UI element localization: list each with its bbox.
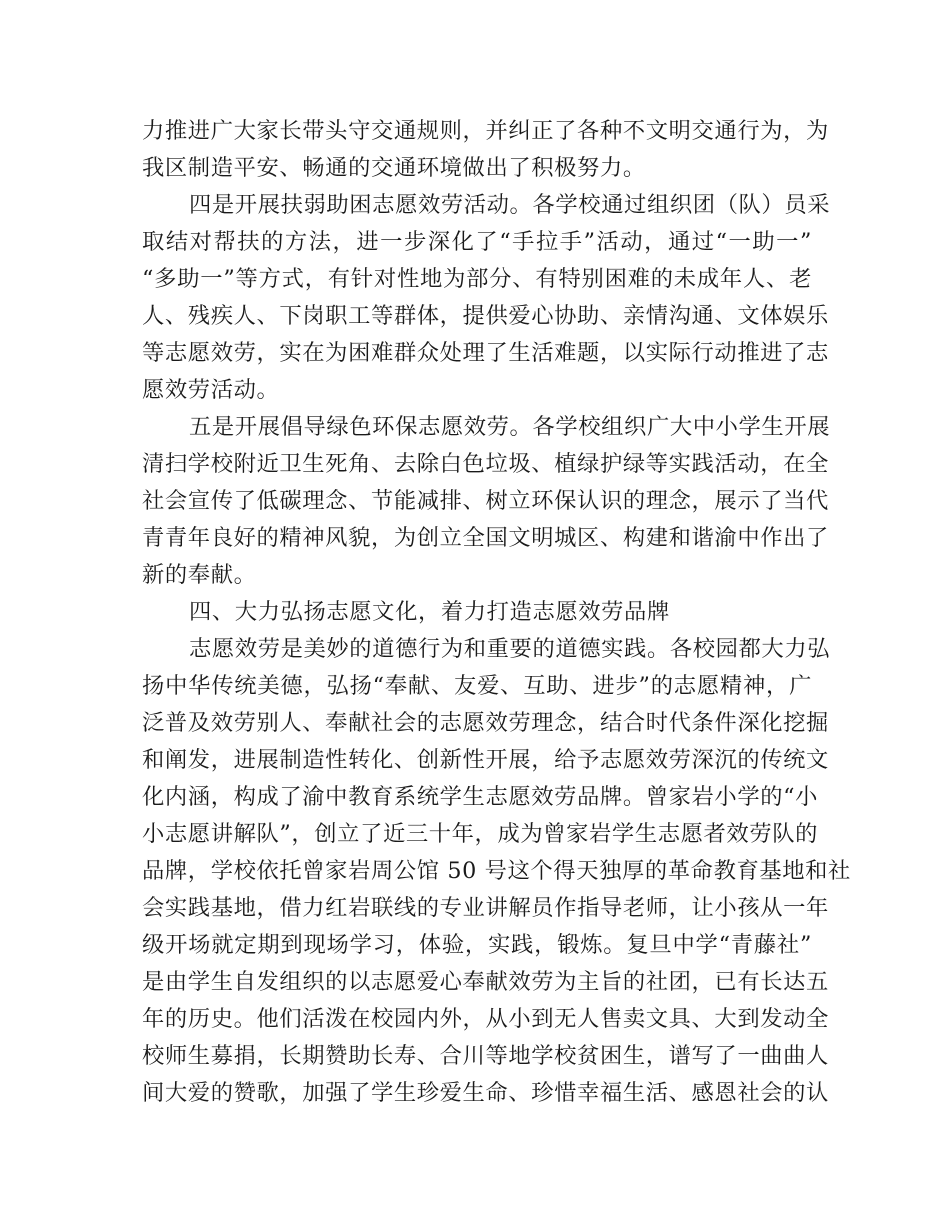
text-line: 小志愿讲解队”，创立了近三十年，成为曾家岩学生志愿者效劳队的 (142, 821, 819, 847)
text-line: 和阐发，进展制造性转化、创新性开展，给予志愿效劳深沉的传统文 (142, 747, 829, 773)
text-line: “多助一”等方式，有针对性地为部分、有特别困难的未成年人、老 (142, 266, 812, 292)
text-line: 年的历史。他们活泼在校园内外，从小到无人售卖文具、大到发动全 (142, 1006, 829, 1032)
text-line: 是由学生自发组织的以志愿爱心奉献效劳为主旨的社团，已有长达五 (142, 969, 829, 995)
text-line: 间大爱的赞歌，加强了学生珍爱生命、珍惜幸福生活、感恩社会的认 (142, 1080, 829, 1106)
text-line: 人、残疾人、下岗职工等群体，提供爱心协助、亲情沟通、文体娱乐 (142, 303, 829, 329)
text-line: 志愿效劳是美妙的道德行为和重要的道德实践。各校园都大力弘 (189, 636, 831, 662)
text-line: 取结对帮扶的方法，进一步深化了“手拉手”活动，通过“一助一” (142, 229, 812, 255)
text-line: 化内涵，构成了渝中教育系统学生志愿效劳品牌。曾家岩小学的“小 (142, 784, 819, 810)
text-line: 级开场就定期到现场学习，体验，实践，锻炼。复旦中学“青藤社” (142, 932, 812, 958)
text-line: 愿效劳活动。 (142, 377, 280, 403)
text-line: 泛普及效劳别人、奉献社会的志愿效劳理念，结合时代条件深化挖掘 (142, 710, 829, 736)
body-text (142, 113, 851, 1112)
text-line: 会实践基地，借力红岩联线的专业讲解员作指导老师，让小孩从一年 (142, 895, 829, 921)
text-line: 品牌，学校依托曾家岩周公馆 50 号这个得天独厚的革命教育基地和社 (142, 858, 851, 884)
text-line: 清扫学校附近卫生死角、去除白色垃圾、植绿护绿等实践活动，在全 (142, 451, 829, 477)
text-line: 四、大力弘扬志愿文化，着力打造志愿效劳品牌 (189, 599, 670, 625)
text-line: 新的奉献。 (142, 562, 257, 588)
text-line: 社会宣传了低碳理念、节能减排、树立环保认识的理念，展示了当代 (142, 488, 829, 514)
text-line: 五是开展倡导绿色环保志愿效劳。各学校组织广大中小学生开展 (189, 414, 831, 440)
text-line: 我区制造平安、畅通的交通环境做出了积极努力。 (142, 155, 646, 181)
text-line: 四是开展扶弱助困志愿效劳活动。各学校通过组织团（队）员采 (189, 192, 831, 218)
text-line: 等志愿效劳，实在为困难群众处理了生活难题，以实际行动推进了志 (142, 340, 829, 366)
text-line: 校师生募捐，长期赞助长寿、合川等地学校贫困生，谱写了一曲曲人 (142, 1043, 829, 1069)
text-line: 扬中华传统美德，弘扬“奉献、友爱、互助、进步”的志愿精神，广 (142, 673, 812, 699)
text-line: 青青年良好的精神风貌，为创立全国文明城区、构建和谐渝中作出了 (142, 525, 829, 551)
text-line: 力推进广大家长带头守交通规则，并纠正了各种不文明交通行为，为 (142, 118, 829, 144)
